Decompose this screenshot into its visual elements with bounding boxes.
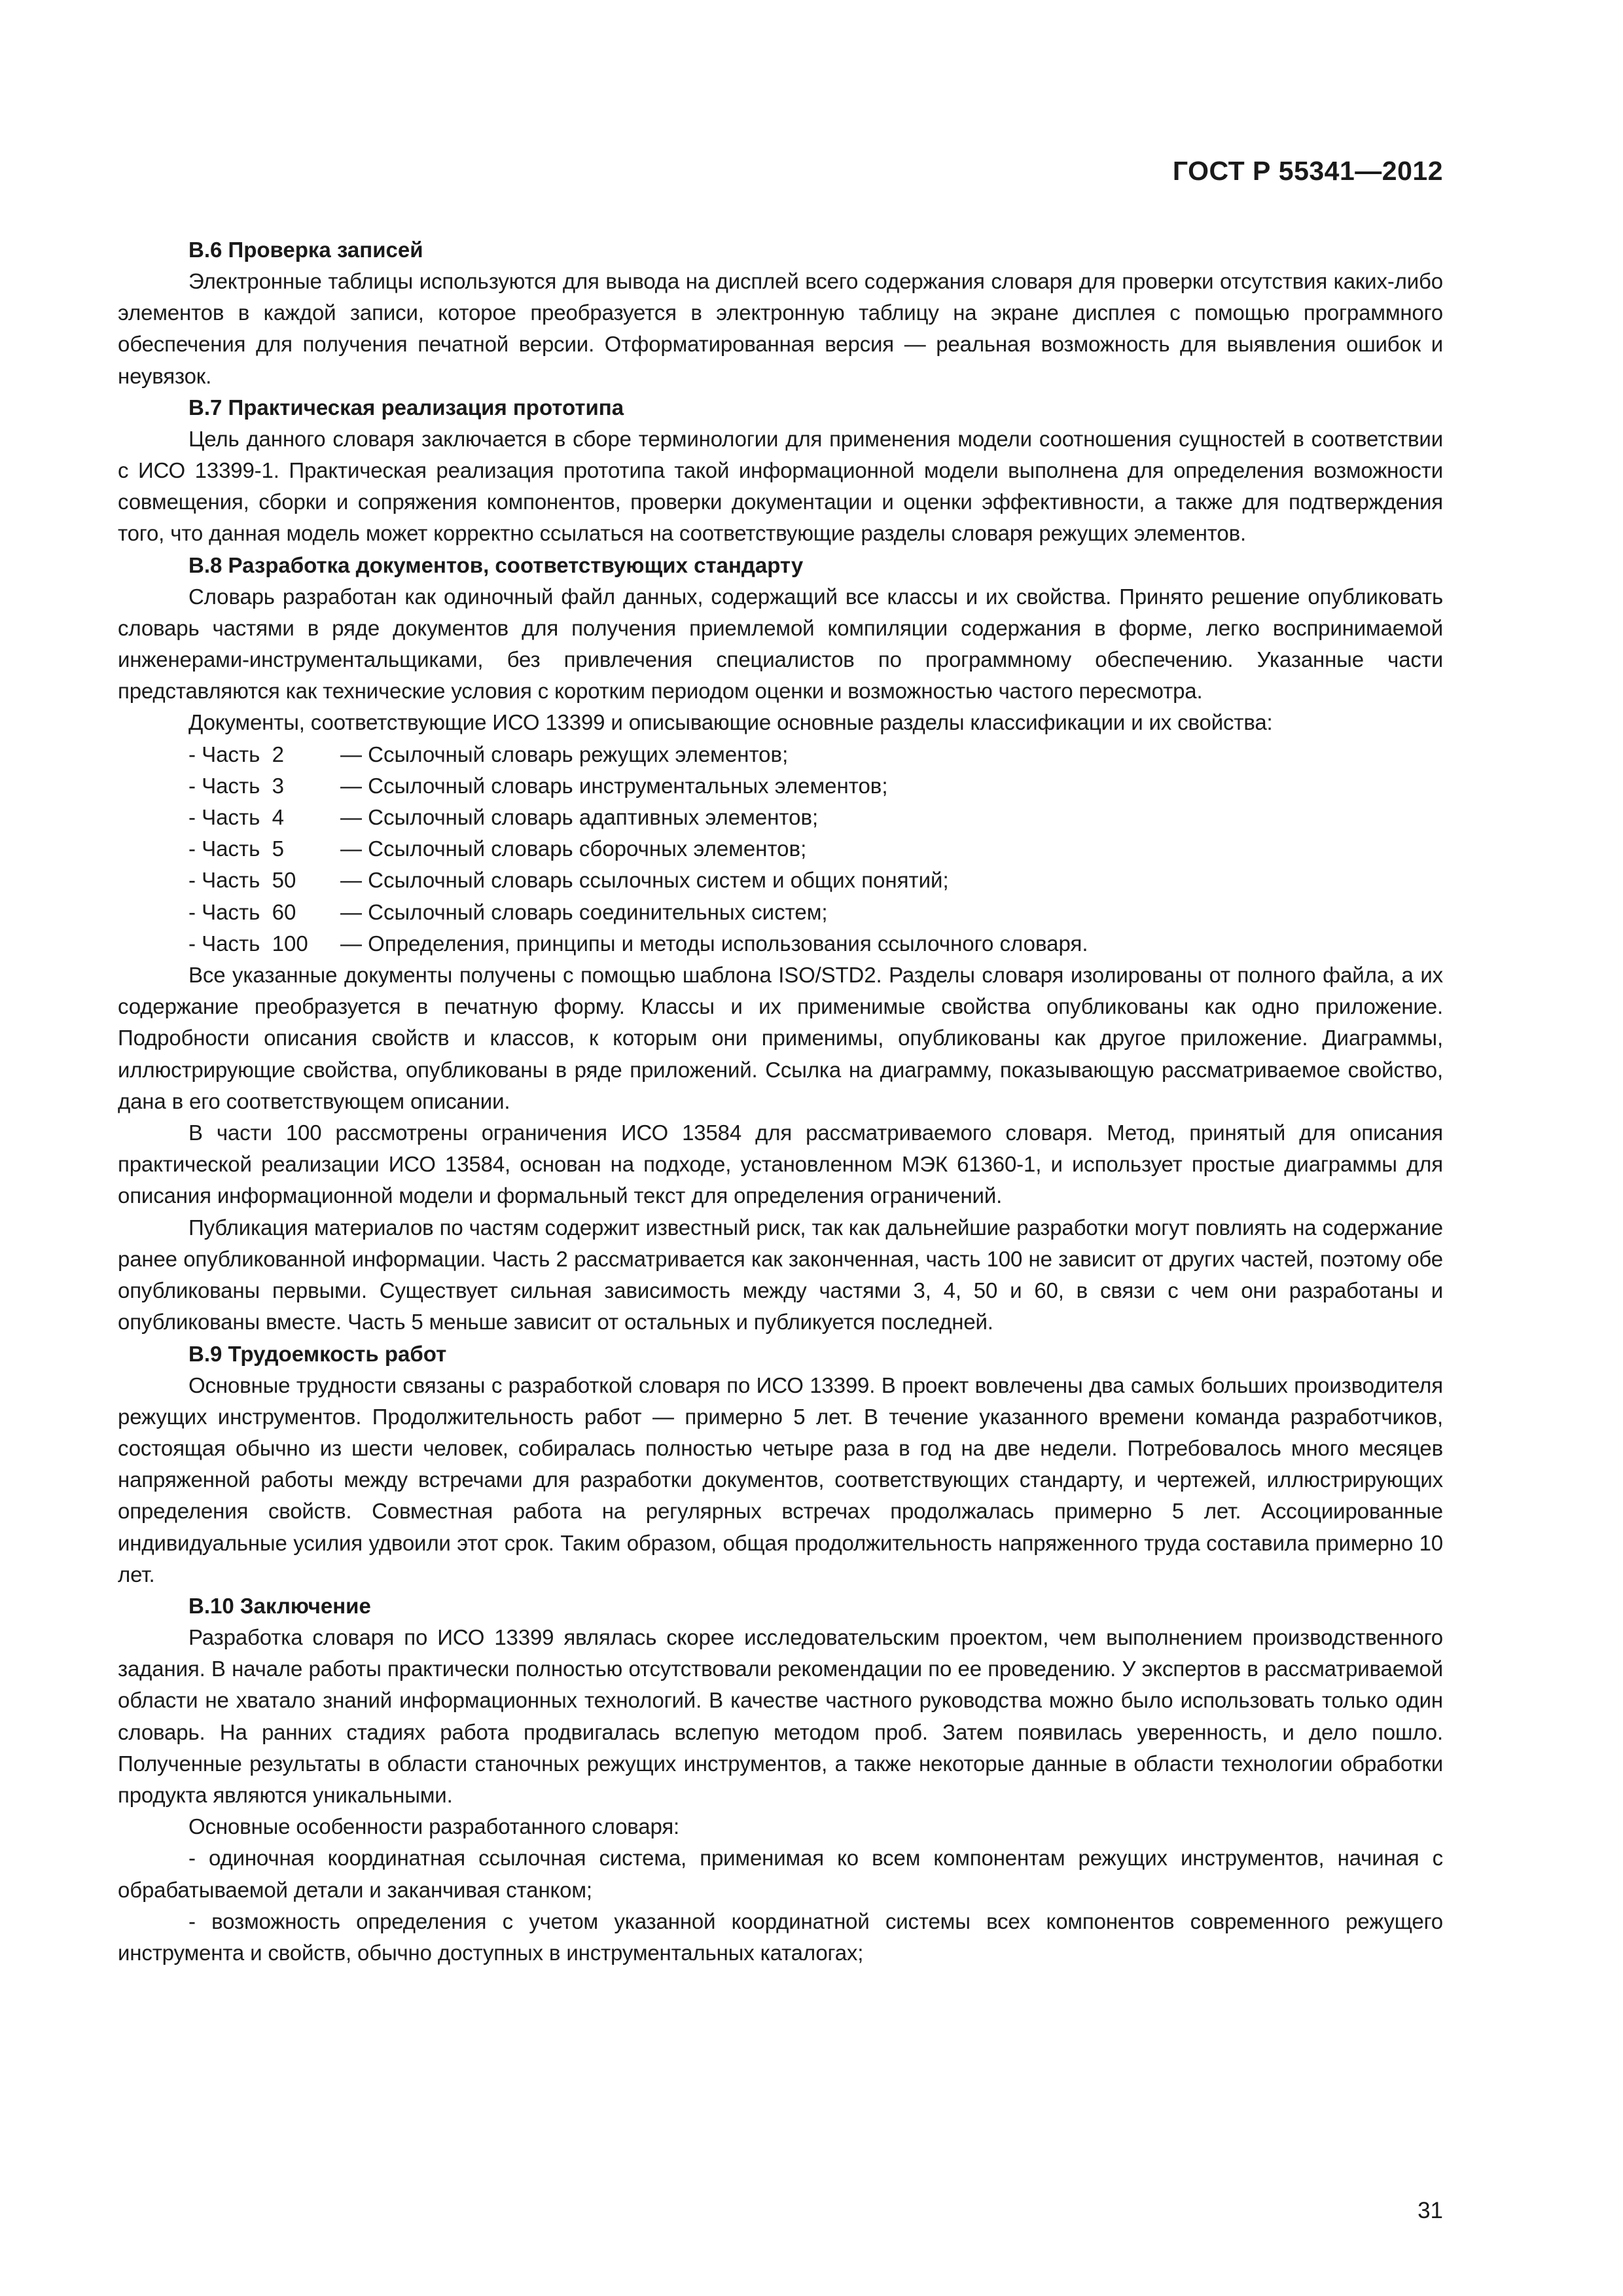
section-title: В.9 Трудоемкость работ (188, 1341, 447, 1366)
list-item-text: — Ссылочный словарь адаптивных элементов; (340, 805, 819, 830)
section-b10 (118, 1590, 1443, 1969)
document-id-header: ГОСТ Р 55341—2012 (1172, 156, 1443, 186)
paragraph: Документы, соответствующие ИСО 13399 и описывающие основные разделы классификации и их свойства: (188, 710, 1273, 735)
section-title: В.7 Практическая реализация прототипа (188, 395, 624, 420)
paragraph: Электронные таблицы используются для вывода на дисплей всего содержания словаря для проверки отсутствия каких-либо элементов в каждой записи, которое преобразуется в электронную таблицу на экране дисплея с помощью программного обеспечения для получения печатной версии. Отформатированная версия — реальная возможность для выявления ошибок и неувязок. (118, 269, 1443, 388)
list-item (118, 897, 1443, 928)
paragraph: Разработка словаря по ИСО 13399 являлась скорее исследовательским проектом, чем выполнением производственного задания. В начале работы практически полностью отсутствовали рекомендации по ее проведению. У экспертов в рассматриваемой области не хватало знаний информационных технологий. В качестве частного руководства можно было использовать только один словарь. На ранних стадиях работа продвигалась вслепую методом проб. Затем появилась уверенность, и дело пошло. Полученные результаты в области станочных режущих инструментов, а также некоторые данные в области технологии обработки продукта являются уникальными. (118, 1624, 1443, 1807)
list-item-part: - Часть 5 (188, 836, 285, 861)
parts-list (118, 739, 1443, 960)
paragraph: Основные особенности разработанного словаря: (188, 1814, 680, 1839)
list-item-part: - Часть 4 (188, 805, 285, 830)
list-item-part: - Часть 50 (188, 868, 296, 893)
list-item-part: - Часть 100 (188, 931, 308, 956)
paragraph: Словарь разработан как одиночный файл данных, содержащий все классы и их свойства. Принято решение опубликовать словарь частями в ряде документов для получения приемлемой компиляции содержания в форме, легко воспринимаемой инженерами-инструментальщиками, без привлечения специалистов по программному обеспечению. Указанные части представляются как технические условия с коротким периодом оценки и возможностью частого пересмотра. (118, 584, 1443, 704)
paragraph: Все указанные документы получены с помощью шаблона ISO/STD2. Разделы словаря изолированы от полного файла, а их содержание преобразуется в печатную форму. Классы и их применимые свойства опубликованы как одно приложение. Подробности описания свойств и классов, к которым они применимы, опубликованы как другое приложение. Диаграммы, иллюстрирующие свойства, опубликованы в ряде приложений. Ссылка на диаграмму, показывающую рассматриваемое свойство, дана в его соответствующем описании. (118, 963, 1443, 1113)
section-b7 (118, 392, 1443, 550)
document-body (118, 234, 1443, 1969)
section-title: В.6 Проверка записей (188, 238, 423, 262)
paragraph: Публикация материалов по частям содержит известный риск, так как дальнейшие разработки могут повлиять на содержание ранее опубликованной информации. Часть 2 рассматривается как законченная, часть 100 не зависит от других частей, поэтому обе опубликованы первыми. Существует сильная зависимость между частями 3, 4, 50 и 60, в связи с чем они разработаны и опубликованы вместе. Часть 5 меньше зависит от остальных и публикуется последней. (118, 1215, 1443, 1335)
list-item-part: - Часть 60 (188, 899, 296, 924)
section-b6 (118, 234, 1443, 392)
paragraph: Основные трудности связаны с разработкой словаря по ИСО 13399. В проект вовлечены два самых больших производителя режущих инструментов. Продолжительность работ — примерно 5 лет. В течение указанного времени команда разработчиков, состоящая обычно из шести человек, собиралась полностью четыре раза в год на две недели. Потребовалось много месяцев напряженной работы между встречами для разработки документов, соответствующих стандарту, и чертежей, иллюстрирующих определения свойств. Совместная работа на регулярных встречах продолжалась примерно 5 лет. Ассоциированные индивидуальные усилия удвоили этот срок. Таким образом, общая продолжительность напряженного труда составила примерно 10 лет. (118, 1372, 1443, 1587)
list-item (118, 802, 1443, 833)
list-item (118, 865, 1443, 896)
paragraph: - одиночная координатная ссылочная система, применимая ко всем компонентам режущих инструментов, начиная с обрабатываемой детали и заканчивая станком; (118, 1846, 1443, 1902)
list-item-text: — Ссылочный словарь инструментальных элементов; (340, 773, 888, 798)
paragraph: Цель данного словаря заключается в сборе терминологии для применения модели соотношения сущностей в соответствии с ИСО 13399-1. Практическая реализация прототипа такой информационной модели выполнена для определения возможности совмещения, сборки и сопряжения компонентов, проверки документации и оценки эффективности, а также для подтверждения того, что данная модель может корректно ссылаться на соответствующие разделы словаря режущих элементов. (118, 426, 1443, 546)
section-b9 (118, 1338, 1443, 1590)
list-item (118, 833, 1443, 865)
paragraph: - возможность определения с учетом указанной координатной системы всех компонентов современного режущего инструмента и свойств, обычно доступных в инструментальных каталогах; (118, 1909, 1443, 1965)
list-item-text: — Ссылочный словарь ссылочных систем и общих понятий; (340, 868, 949, 893)
page-number: 31 (1418, 2198, 1443, 2223)
list-item (118, 770, 1443, 802)
list-item (118, 739, 1443, 770)
section-title: В.10 Заключение (188, 1593, 371, 1618)
document-page (118, 0, 1443, 2296)
list-item-text: — Ссылочный словарь соединительных систем; (340, 899, 828, 924)
list-item-part: - Часть 2 (188, 742, 285, 766)
list-item-text: — Определения, принципы и методы использования ссылочного словаря. (340, 931, 1088, 956)
list-item (118, 928, 1443, 960)
list-item-part: - Часть 3 (188, 773, 285, 798)
section-b8 (118, 550, 1443, 1338)
list-item-text: — Ссылочный словарь сборочных элементов; (340, 836, 807, 861)
list-item-text: — Ссылочный словарь режущих элементов; (340, 742, 789, 766)
paragraph: В части 100 рассмотрены ограничения ИСО 13584 для рассматриваемого словаря. Метод, принятый для описания практической реализации ИСО 13584, основан на подходе, установленном МЭК 61360-1, и использует простые диаграммы для описания информационной модели и формальный текст для определения ограничений. (118, 1121, 1443, 1208)
section-title: В.8 Разработка документов, соответствующих стандарту (188, 552, 804, 577)
